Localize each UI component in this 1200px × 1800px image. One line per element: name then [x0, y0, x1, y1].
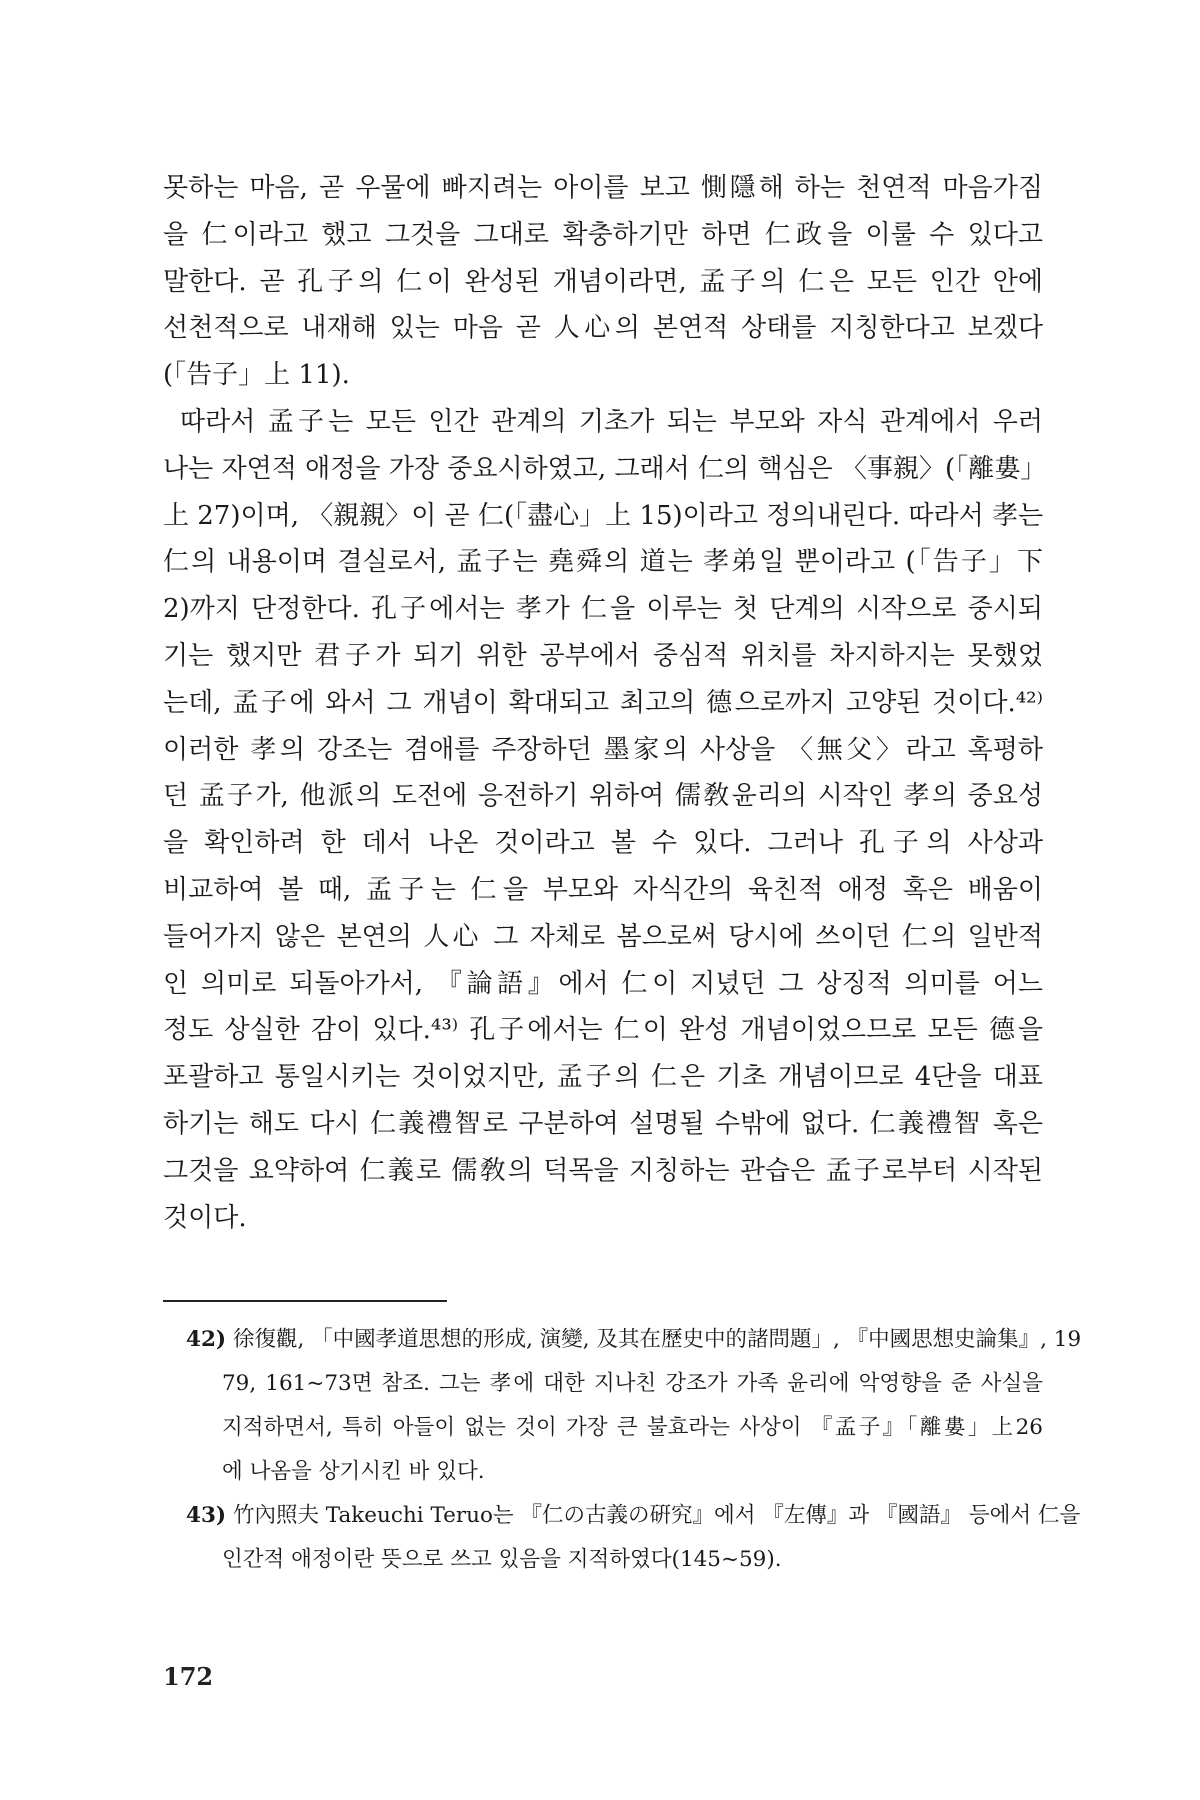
text-line: 2)까지 단정한다. 孔子에서는 孝가 仁을 이루는 첫 단계의 시작으로 중시되 [163, 594, 1043, 625]
text-line: 하기는 해도 다시 仁義禮智로 구분하여 설명될 수밖에 없다. 仁義禮智 혹은 [163, 1108, 1043, 1139]
footnote-line: 인간적 애정이란 뜻으로 쓰고 있음을 지적하였다(145~59). [222, 1547, 782, 1572]
footnote-line [186, 1494, 1081, 1538]
text-line: 기는 했지만 君子가 되기 위한 공부에서 중심적 위치를 차지하지는 못했었 [163, 640, 1043, 671]
text-line: 포괄하고 통일시키는 것이었지만, 孟子의 仁은 기초 개념이므로 4단을 대표 [163, 1062, 1043, 1093]
footnote-line: 에 나옴을 상기시킨 바 있다. [222, 1459, 485, 1484]
footnote-line [186, 1318, 1082, 1362]
text-line: 말한다. 곧 孔子의 仁이 완성된 개념이라면, 孟子의 仁은 모든 인간 안에 [163, 266, 1043, 297]
text-line: 못하는 마음, 곧 우물에 빠지려는 아이를 보고 惻隱해 하는 천연적 마음가짐 [163, 173, 1043, 203]
text-line: 上 27)이며, 〈親親〉이 곧 仁(「盡心」上 15)이라고 정의내린다. 따라서 孝는 [163, 500, 1044, 531]
text-line: 는데, 孟子에 와서 그 개념이 확대되고 최고의 德으로까지 고양된 것이다.⁴²⁾ [163, 687, 1043, 718]
text-line: 정도 상실한 감이 있다.⁴³⁾ 孔子에서는 仁이 완성 개념이었으므로 모든 德을 [163, 1015, 1043, 1046]
footnote-line: 지적하면서, 특히 아들이 없는 것이 가장 큰 불효라는 사상이 『孟子』「離婁」上26 [222, 1415, 1043, 1440]
text-line: 나는 자연적 애정을 가장 중요시하였고, 그래서 仁의 핵심은 〈事親〉(「離婁」 [163, 453, 1047, 484]
text-line: 그것을 요약하여 仁義로 儒敎의 덕목을 지칭하는 관습은 孟子로부터 시작된 [163, 1155, 1043, 1186]
footnote-43 [186, 1494, 1081, 1582]
footnotes [186, 1318, 1082, 1582]
footnote-number: 43) [186, 1503, 227, 1528]
text-line: 이러한 孝의 강조는 겸애를 주장하던 墨家의 사상을 〈無父〉라고 혹평하 [163, 734, 1043, 765]
text-line: 을 확인하려 한 데서 나온 것이라고 볼 수 있다. 그러나 孔子의 사상과 [163, 828, 1043, 859]
text-line: 을 仁이라고 했고 그것을 그대로 확충하기만 하면 仁政을 이룰 수 있다고 [163, 219, 1043, 250]
text-line: 비교하여 볼 때, 孟子는 仁을 부모와 자식간의 육친적 애정 혹은 배움이 [163, 874, 1043, 905]
text-line: 선천적으로 내재해 있는 마음 곧 人心의 본연적 상태를 지칭한다고 보겠다 [163, 313, 1043, 344]
text-line: 仁의 내용이며 결실로서, 孟子는 堯舜의 道는 孝弟일 뿐이라고 (「告子」下 [163, 547, 1043, 578]
page-number: 172 [163, 1662, 214, 1691]
footnote-line: 79, 161~73면 참조. 그는 孝에 대한 지나친 강조가 가족 윤리에 악영향을 준 사실을 [222, 1371, 1043, 1396]
footnote-text: 徐復觀, 「中國孝道思想的形成, 演變, 及其在歷史中的諸問題」, 『中國思想史論集』, 19 [232, 1327, 1082, 1352]
text-line: 인 의미로 되돌아가서, 『論語』에서 仁이 지녔던 그 상징적 의미를 어느 [163, 968, 1043, 999]
text-line: 것이다. [163, 1202, 247, 1233]
footnote-number: 42) [186, 1327, 227, 1352]
text-line: 따라서 孟子는 모든 인간 관계의 기초가 되는 부모와 자식 관계에서 우러 [180, 406, 1043, 437]
footnote-divider [163, 1300, 447, 1302]
footnote-text: 竹內照夫 Takeuchi Teruo는 『仁の古義の硏究』에서 『左傳』과 『國語』 등에서 仁을 [232, 1503, 1081, 1528]
main-text [163, 165, 1047, 1241]
footnote-42 [186, 1318, 1082, 1494]
text-line: 던 孟子가, 他派의 도전에 응전하기 위하여 儒敎윤리의 시작인 孝의 중요성 [163, 781, 1043, 812]
text-line: (「告子」上 11). [163, 360, 350, 391]
text-line: 들어가지 않은 본연의 人心 그 자체로 봄으로써 당시에 쓰이던 仁의 일반적 [163, 921, 1043, 952]
